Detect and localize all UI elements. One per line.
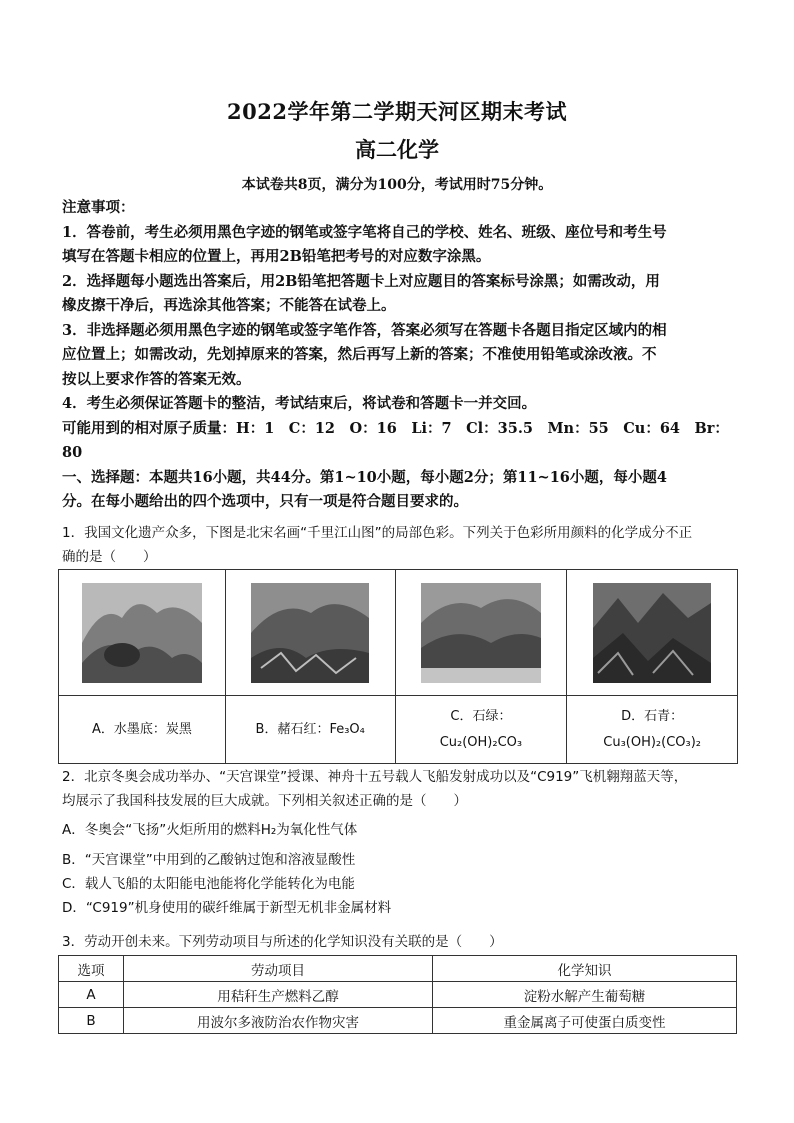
- q2-option-b: B．“天宫课堂”中用到的乙酸钠过饱和溶液显酸性: [62, 852, 356, 868]
- header-option: 选项: [59, 956, 124, 982]
- table-row: [59, 982, 737, 1008]
- question-3-stem: 3．劳动开创未来。下列劳动项目与所述的化学知识没有关联的是（ ）: [62, 934, 503, 950]
- painting-a-cell: [59, 570, 226, 696]
- q1-options-table: [58, 569, 738, 764]
- painting-d-image: [593, 583, 711, 683]
- note-line: 橡皮擦干净后，再选涂其他答案；不能答在试卷上。: [62, 297, 396, 314]
- q2-line: 2．北京冬奥会成功举办、“天宫课堂”授课、神舟十五号载人飞船发射成功以及“C919”飞机翱翔蓝天等，: [62, 769, 688, 785]
- option-c: [395, 696, 567, 764]
- note-line: 4．考生必须保证答题卡的整洁，考试结束后，将试卷和答题卡一并交回。: [62, 395, 537, 412]
- exam-info: 本试卷共8页，满分为100分，考试用时75分钟。: [241, 177, 553, 193]
- option-c-formula: Cu₂(OH)₂CO₃: [439, 734, 523, 750]
- exam-title: 2022学年第二学期天河区期末考试: [227, 99, 567, 124]
- question-2: [62, 765, 752, 920]
- painting-c-cell: [395, 570, 567, 696]
- option-a-text: A．水墨底：炭黑: [91, 721, 192, 737]
- row-labor-item: 用波尔多液防治农作物灾害: [124, 1008, 433, 1034]
- atomic-masses: 可能用到的相对原子质量：H：1 C：12 O：16 Li：7 Cl：35.5 Mn：55 Cu：64 Br：: [62, 419, 729, 437]
- atomic-masses-cont: 80: [62, 444, 83, 461]
- q2-option-c: C．载人飞船的太阳能电池能将化学能转化为电能: [62, 876, 355, 892]
- note-line: 应位置上；如需改动，先划掉原来的答案，然后再写上新的答案；不准使用铅笔或涂改液。不: [62, 346, 657, 363]
- option-c-text: C．石绿：: [450, 708, 512, 724]
- table-header-row: [59, 956, 737, 982]
- q2-option-d: D．“C919”机身使用的碳纤维属于新型无机非金属材料: [62, 900, 392, 916]
- header-labor-item: 劳动项目: [124, 956, 433, 982]
- note-line: 填写在答题卡相应的位置上，再用2B铅笔把考号的对应数字涂黑。: [62, 248, 491, 265]
- row-labor-item: 用秸秆生产燃料乙醇: [124, 982, 433, 1008]
- table-row: [59, 1008, 737, 1034]
- section-heading: 一、选择题：本题共16小题，共44分。第1~10小题，每小题2分；第11~16小题，每小题4: [62, 468, 667, 486]
- q3-table: [58, 955, 737, 1034]
- option-d-text: D．石青：: [621, 708, 684, 724]
- note-line: 2．选择题每小题选出答案后，用2B铅笔把答题卡上对应题目的答案标号涂黑；如需改动，用: [62, 272, 660, 290]
- option-b-formula: Fe₃O₄: [329, 721, 365, 737]
- row-chem-knowledge: 淀粉水解产生葡萄糖: [433, 982, 737, 1008]
- notes-block: [62, 196, 752, 515]
- question-1-stem: [62, 521, 752, 569]
- row-option: B: [59, 1008, 124, 1034]
- q1-line: 1．我国文化遗产众多，下图是北宋名画“千里江山图”的局部色彩。下列关于色彩所用颜料的化学成分不正: [62, 525, 693, 541]
- note-line: 1．答卷前，考生必须用黑色字迹的钢笔或签字笔将自己的学校、姓名、班级、座位号和考生号: [62, 223, 667, 241]
- q2-line: 均展示了我国科技发展的巨大成就。下列相关叙述正确的是（ ）: [62, 793, 467, 809]
- q1-line: 确的是（ ）: [62, 549, 157, 565]
- q2-option-a: A．冬奥会“飞扬”火炬所用的燃料H₂为氧化性气体: [62, 822, 358, 838]
- painting-a-image: [82, 583, 202, 683]
- option-b-text: B．赭石红：: [255, 721, 330, 737]
- subject-title: 高二化学: [355, 137, 439, 162]
- option-b: [225, 696, 395, 764]
- painting-c-image: [421, 583, 541, 683]
- row-chem-knowledge: 重金属离子可使蛋白质变性: [433, 1008, 737, 1034]
- note-line: 按以上要求作答的答案无效。: [62, 370, 251, 388]
- note-line: 3．非选择题必须用黑色字迹的钢笔或签字笔作答，答案必须写在答题卡各题目指定区域内的相: [62, 321, 667, 339]
- option-d: [567, 696, 738, 764]
- notes-heading: 注意事项：: [62, 199, 135, 216]
- option-d-formula: Cu₃(OH)₂(CO₃)₂: [603, 734, 702, 750]
- option-a: [59, 696, 226, 764]
- section-heading-cont: 分。在每小题给出的四个选项中，只有一项是符合题目要求的。: [62, 493, 468, 510]
- row-option: A: [59, 982, 124, 1008]
- painting-b-cell: [225, 570, 395, 696]
- header-chem-knowledge: 化学知识: [433, 956, 737, 982]
- painting-d-cell: [567, 570, 738, 696]
- painting-b-image: [251, 583, 369, 683]
